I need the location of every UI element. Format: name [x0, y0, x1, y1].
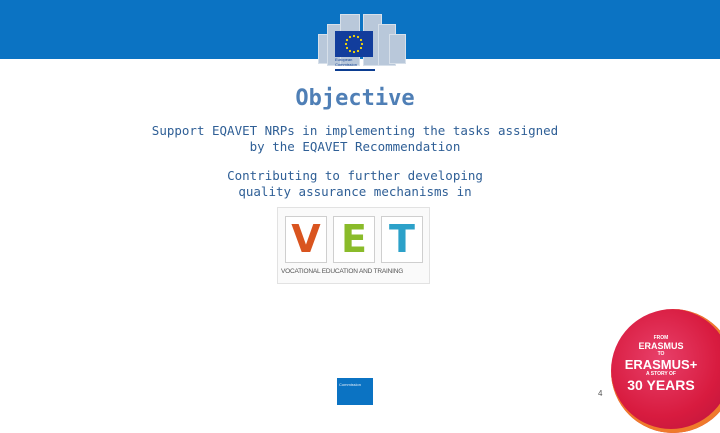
ec-logo-text: European Commission: [335, 57, 358, 67]
ec-logo-underline: [335, 69, 375, 71]
objective-paragraph-1: Support EQAVET NRPs in implementing the tasks assigned by the EQAVET Recommendation: [151, 123, 559, 154]
objective-paragraph-2: Contributing to further developing quality assurance mechanisms in: [227, 168, 483, 199]
vet-letter-e: E: [333, 216, 375, 263]
vet-letter-t: T: [381, 216, 423, 263]
vet-caption: VOCATIONAL EDUCATION AND TRAINING: [281, 268, 404, 275]
vet-logo: [277, 207, 430, 284]
footer-commission-tag: Commission: [337, 378, 373, 405]
eu-flag-icon: [335, 31, 373, 57]
page-number: 4: [598, 389, 603, 398]
erasmus-30-years-badge: FROM ERASMUS TO ERASMUS+ A STORY OF 30 YEARS: [611, 309, 720, 433]
vet-letter-v: V: [285, 216, 327, 263]
slide-title: Objective: [295, 86, 415, 111]
